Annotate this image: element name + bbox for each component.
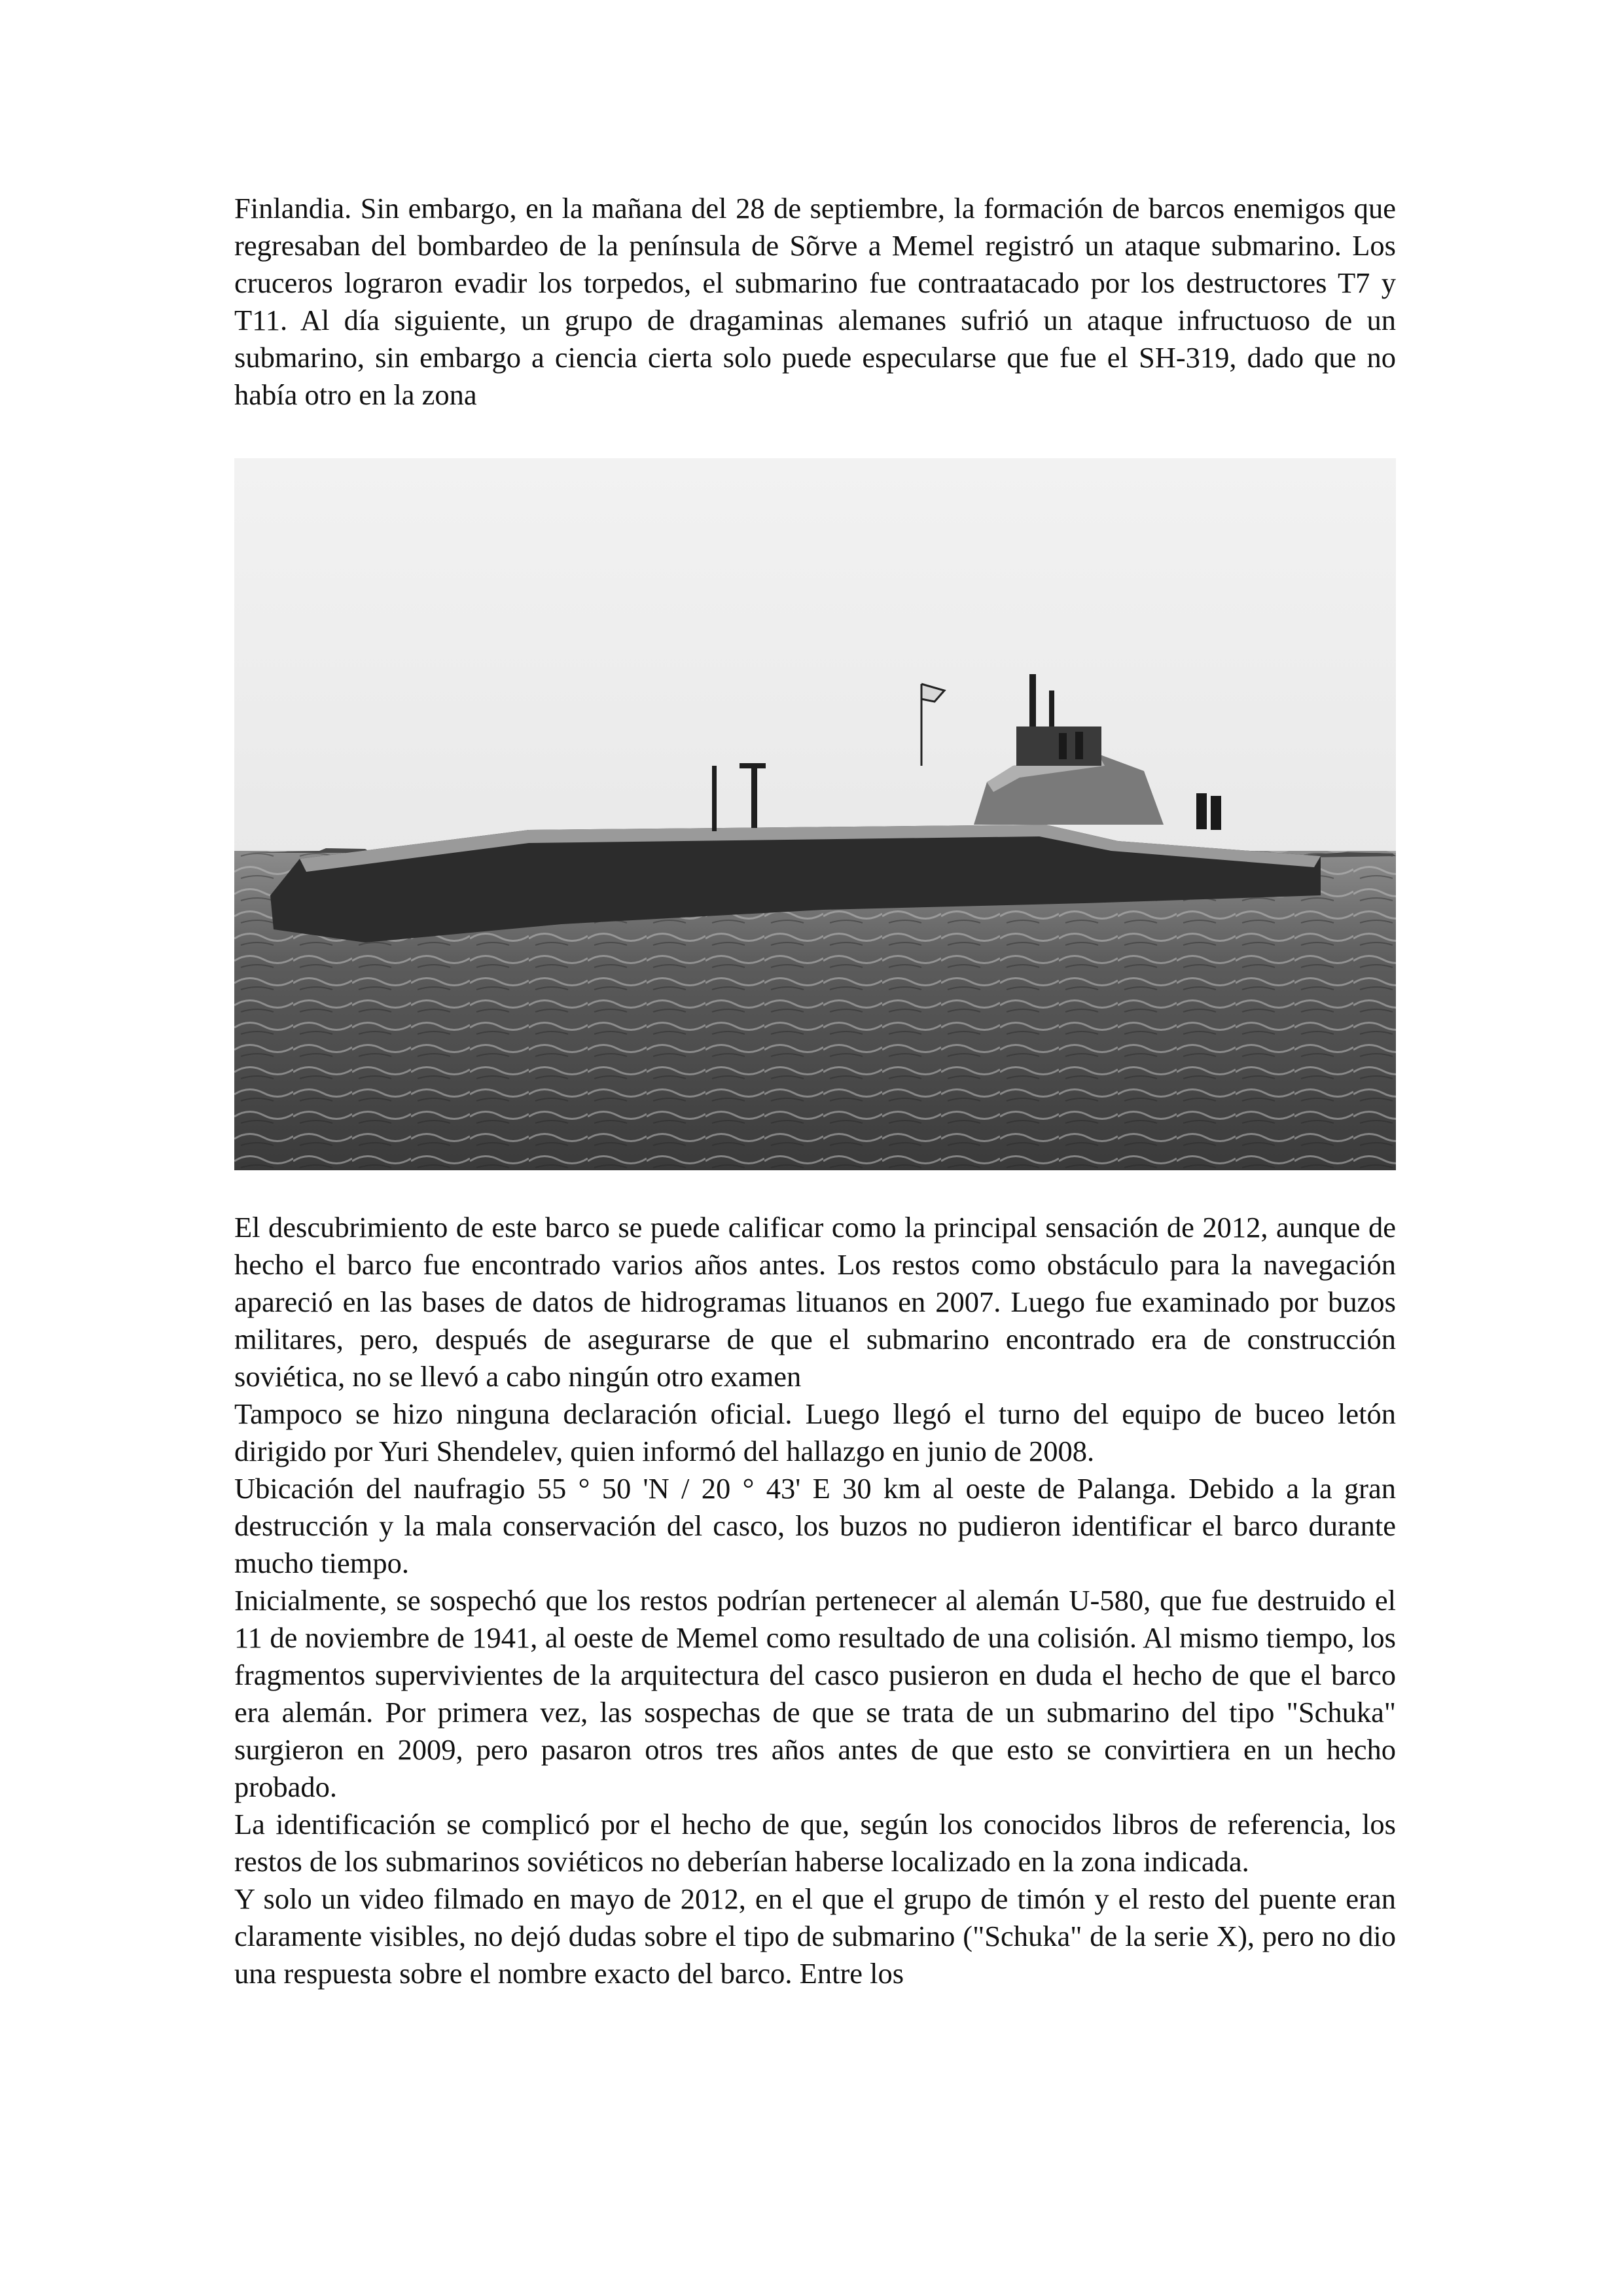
- paragraph: Inicialmente, se sospechó que los restos podrían pertenecer al alemán U-580, que fue destruido el 11 de noviembre de 1941, al oeste de Memel como resultado de una colisión. Al mismo tiempo, los fragmentos supervivientes de la arquitectura del casco pusieron en duda el hecho de que el barco era alemán. Por primera vez, las sospechas de que se trata de un submarino del tipo "Schuka" surgieron en 2009, pero pasaron otros tres años antes de que esto se convirtiera en un hecho probado.: [234, 1584, 1396, 1803]
- submarine-photo: [234, 458, 1396, 1170]
- paragraph: La identificación se complicó por el hecho de que, según los conocidos libros de referencia, los restos de los submarinos soviéticos no deberían haberse localizado en la zona indicada.: [234, 1808, 1396, 1878]
- paragraph: Finlandia. Sin embargo, en la mañana del 28 de septiembre, la formación de barcos enemigos que regresaban del bombardeo de la península de Sõrve a Memel registró un ataque submarino. Los cruceros lograron evadir los torpedos, el submarino fue contraatacado por los destructores T7 y T11. Al día siguiente, un grupo de dragaminas alemanes sufrió un ataque infructuoso de un submarino, sin embargo a ciencia cierta solo puede especularse que fue el SH-319, dado que no había otro en la zona: [234, 192, 1396, 411]
- top-text-block: [234, 190, 1396, 414]
- paragraph: Tampoco se hizo ninguna declaración oficial. Luego llegó el turno del equipo de buceo letón dirigido por Yuri Shendelev, quien informó del hallazgo en junio de 2008.: [234, 1397, 1396, 1467]
- paragraph: Ubicación del naufragio 55 ° 50 'N / 20 ° 43' E 30 km al oeste de Palanga. Debido a la gran destrucción y la mala conservación del casco, los buzos no pudieron identificar el barco durante mucho tiempo.: [234, 1472, 1396, 1579]
- paragraph: Y solo un video filmado en mayo de 2012, en el que el grupo de timón y el resto del puente eran claramente visibles, no dejó dudas sobre el tipo de submarino ("Schuka" de la serie X), pero no dio una respuesta sobre el nombre exacto del barco. Entre los: [234, 1882, 1396, 1990]
- bottom-text-block: [234, 1209, 1396, 1992]
- paragraph: El descubrimiento de este barco se puede calificar como la principal sensación de 2012, aunque de hecho el barco fue encontrado varios años antes. Los restos como obstáculo para la navegación apareció en las bases de datos de hidrogramas lituanos en 2007. Luego fue examinado por buzos militares, pero, después de asegurarse de que el submarino encontrado era de construcción soviética, no se llevó a cabo ningún otro examen: [234, 1211, 1396, 1393]
